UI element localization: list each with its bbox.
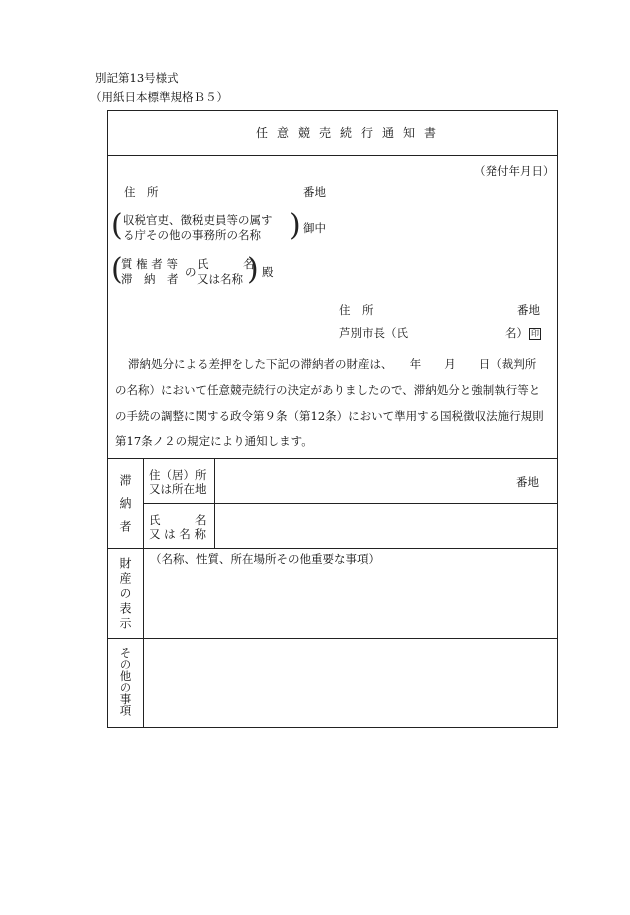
dono-label: 殿 xyxy=(262,265,274,279)
pledgee-line-1b: 氏 名 xyxy=(197,257,255,271)
address-label-2: 又は所在地 xyxy=(149,482,207,496)
pledgee-line-2a: 滞 納 者 xyxy=(121,272,179,286)
pledgee-line-2b: 又は名称 xyxy=(197,272,243,286)
delinquent-property-divider xyxy=(107,548,558,549)
name-label-2: 又 は 名 称 xyxy=(149,527,206,541)
seal-mark: 印 xyxy=(531,329,539,338)
office-line-1: 収税官吏、徴税吏員等の属す xyxy=(123,213,273,227)
addressee-address-label: 住 所 xyxy=(124,185,159,199)
property-label: 財産の表示 xyxy=(118,557,132,632)
sender-banchi: 番地 xyxy=(517,303,540,317)
issue-date: （発付年月日） xyxy=(474,164,555,178)
address-banchi: 番地 xyxy=(516,475,539,489)
title-divider xyxy=(107,155,558,156)
sender-name-end-text: 名） xyxy=(505,326,528,340)
office-line-2: る庁その他の事務所の名称 xyxy=(123,228,261,242)
property-note: （名称、性質、所在場所その他重要な事項） xyxy=(150,552,380,566)
onchu-label: 御中 xyxy=(303,221,326,235)
sender-address-label: 住 所 xyxy=(339,303,374,317)
office-open-paren: ( xyxy=(111,208,123,243)
office-close-paren: ) xyxy=(289,208,301,243)
sender-name-line: 芦別市長（氏 xyxy=(339,326,408,340)
delinquent-label: 滞納者 xyxy=(118,474,132,543)
document-title: 任意競売続行通知書 xyxy=(256,126,446,140)
sublabel-column-divider xyxy=(214,458,215,548)
body-line-3: の手続の調整に関する政令第９条（第12条）において準用する国税徴収法施行規則 xyxy=(115,409,544,423)
pledgee-open-paren: ( xyxy=(111,252,123,287)
body-line-4: 第17条ノ２の規定により通知します。 xyxy=(115,434,313,448)
other-label: その他の事項 xyxy=(118,647,133,716)
address-name-divider xyxy=(143,503,558,504)
property-other-divider xyxy=(107,638,558,639)
sender-name-end xyxy=(505,327,541,341)
paper-spec: （用紙日本標準規格Ｂ５） xyxy=(90,90,228,104)
pledgee-close-paren: ) xyxy=(247,252,259,287)
table-top-divider xyxy=(107,458,558,459)
body-line-1: 滞納処分による差押をした下記の滞納者の財産は、 年 月 日（裁判所 xyxy=(128,357,537,371)
addressee-banchi: 番地 xyxy=(303,185,326,199)
address-label-1: 住（居）所 xyxy=(149,468,207,482)
pledgee-no: の xyxy=(185,265,197,279)
body-line-2: の名称）において任意競売続行の決定がありましたので、滞納処分と強制執行等と xyxy=(115,383,541,397)
pledgee-line-1a: 質 権 者 等 xyxy=(121,257,178,271)
label-column-divider xyxy=(143,458,144,728)
form-number: 別記第13号様式 xyxy=(95,71,179,85)
name-label-1: 氏 名 xyxy=(149,513,207,527)
